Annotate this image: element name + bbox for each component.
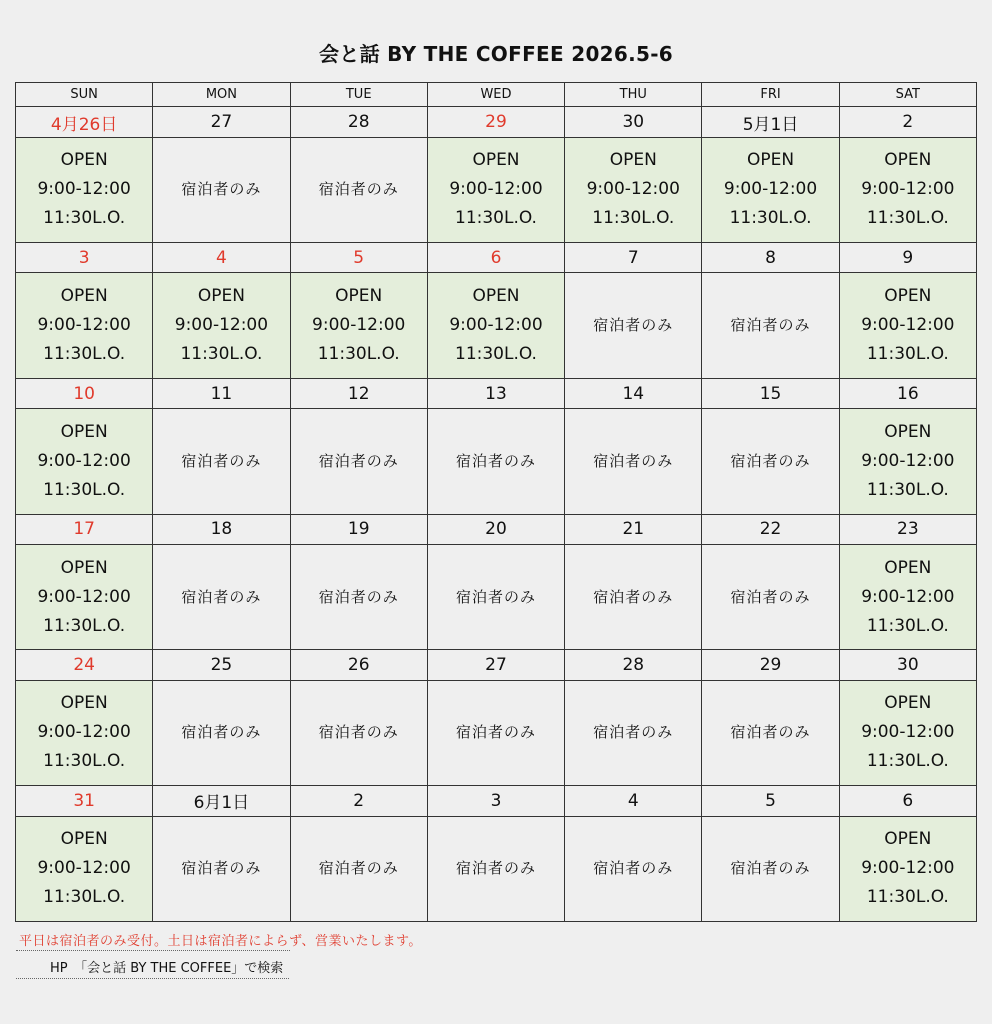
date-cell: 24 [16, 650, 153, 680]
guests-only-label: 宿泊者のみ [455, 587, 536, 606]
open-hours-cell [153, 273, 290, 378]
guests-only-cell [153, 137, 290, 242]
last-order-label: 11:30L.O. [866, 751, 949, 772]
date-cell: 29 [427, 107, 564, 137]
hours-label: 9:00-12:00 [37, 315, 131, 336]
date-cell: 6 [427, 243, 564, 273]
hours-label: 9:00-12:00 [449, 179, 543, 200]
guests-only-label: 宿泊者のみ [318, 587, 399, 606]
date-cell: 28 [565, 650, 702, 680]
date-cell: 21 [565, 514, 702, 544]
guests-only-label: 宿泊者のみ [318, 451, 399, 470]
open-label: OPEN [472, 150, 520, 171]
guests-only-label: 宿泊者のみ [730, 859, 811, 878]
open-hours-cell [16, 680, 153, 785]
last-order-label: 11:30L.O. [729, 208, 812, 229]
guests-only-label: 宿泊者のみ [730, 316, 811, 335]
last-order-label: 11:30L.O. [43, 208, 126, 229]
weekday-header: TUE [290, 83, 427, 107]
last-order-label: 11:30L.O. [592, 208, 675, 229]
weekday-header-row [16, 83, 977, 107]
date-cell: 7 [565, 243, 702, 273]
open-hours-cell [290, 273, 427, 378]
open-hours-cell [702, 137, 839, 242]
guests-only-cell [290, 545, 427, 650]
date-cell: 19 [290, 514, 427, 544]
open-hours-cell [427, 273, 564, 378]
guests-only-label: 宿泊者のみ [318, 180, 399, 199]
date-cell: 4 [565, 786, 702, 816]
last-order-label: 11:30L.O. [866, 208, 949, 229]
open-label: OPEN [60, 557, 108, 578]
guests-only-cell [702, 680, 839, 785]
last-order-label: 11:30L.O. [43, 887, 126, 908]
last-order-label: 11:30L.O. [866, 887, 949, 908]
date-row [16, 107, 977, 137]
hours-label: 9:00-12:00 [174, 315, 269, 336]
date-cell: 27 [153, 107, 290, 137]
date-cell: 12 [290, 378, 427, 408]
weekday-header: WED [427, 83, 564, 107]
hours-label: 9:00-12:00 [312, 315, 406, 336]
guests-only-label: 宿泊者のみ [593, 451, 674, 470]
date-cell: 13 [427, 378, 564, 408]
guests-only-label: 宿泊者のみ [593, 859, 674, 878]
date-cell: 27 [427, 650, 564, 680]
open-label: OPEN [884, 421, 932, 442]
guests-only-label: 宿泊者のみ [455, 451, 536, 470]
last-order-label: 11:30L.O. [317, 344, 400, 365]
date-cell: 5月1日 [702, 107, 839, 137]
date-cell: 22 [702, 514, 839, 544]
date-cell: 18 [153, 514, 290, 544]
guests-only-cell [290, 137, 427, 242]
date-row [16, 650, 977, 680]
open-label: OPEN [60, 150, 108, 171]
page-title: 会と話 BY THE COFFEE 2026.5-6 [318, 42, 674, 66]
guests-only-label: 宿泊者のみ [593, 587, 674, 606]
guests-only-label: 宿泊者のみ [593, 316, 674, 335]
open-hours-cell [839, 545, 976, 650]
guests-only-cell [565, 409, 702, 514]
guests-only-label: 宿泊者のみ [181, 859, 262, 878]
hours-label: 9:00-12:00 [586, 179, 680, 200]
open-label: OPEN [609, 150, 657, 171]
date-cell: 5 [290, 243, 427, 273]
last-order-label: 11:30L.O. [43, 479, 126, 500]
hp-search-text: HP 「会と話 BY THE COFFEE」で検索 [16, 957, 289, 979]
last-order-label: 11:30L.O. [866, 615, 949, 636]
hours-row [16, 816, 977, 921]
hours-label: 9:00-12:00 [861, 315, 955, 336]
open-label: OPEN [884, 150, 932, 171]
date-cell: 3 [427, 786, 564, 816]
date-cell: 6 [839, 786, 976, 816]
open-label: OPEN [197, 286, 245, 307]
open-hours-cell [427, 137, 564, 242]
date-cell: 16 [839, 378, 976, 408]
guests-only-cell [290, 816, 427, 921]
date-cell: 23 [839, 514, 976, 544]
hours-row [16, 137, 977, 242]
weekday-header: THU [565, 83, 702, 107]
date-cell: 5 [702, 786, 839, 816]
guests-only-label: 宿泊者のみ [181, 587, 262, 606]
date-cell: 6月1日 [153, 786, 290, 816]
guests-only-cell [427, 545, 564, 650]
last-order-label: 11:30L.O. [455, 208, 537, 229]
guests-only-label: 宿泊者のみ [318, 723, 399, 742]
guests-only-label: 宿泊者のみ [181, 180, 262, 199]
date-cell: 20 [427, 514, 564, 544]
guests-only-cell [565, 273, 702, 378]
last-order-label: 11:30L.O. [455, 344, 537, 365]
date-cell: 3 [16, 243, 153, 273]
date-row [16, 514, 977, 544]
open-label: OPEN [884, 693, 932, 714]
note-divider [16, 950, 290, 951]
date-cell: 26 [290, 650, 427, 680]
date-cell: 14 [565, 378, 702, 408]
guests-only-label: 宿泊者のみ [730, 451, 811, 470]
open-label: OPEN [60, 829, 108, 850]
weekday-header: SAT [839, 83, 976, 107]
hours-label: 9:00-12:00 [449, 315, 543, 336]
open-hours-cell [16, 137, 153, 242]
date-row [16, 786, 977, 816]
guests-only-label: 宿泊者のみ [455, 859, 536, 878]
open-label: OPEN [884, 557, 932, 578]
hours-label: 9:00-12:00 [723, 179, 818, 200]
hours-label: 9:00-12:00 [861, 586, 955, 607]
guests-only-cell [702, 273, 839, 378]
date-cell: 25 [153, 650, 290, 680]
date-cell: 2 [290, 786, 427, 816]
guests-only-cell [153, 409, 290, 514]
last-order-label: 11:30L.O. [43, 751, 126, 772]
guests-only-cell [565, 680, 702, 785]
hours-label: 9:00-12:00 [37, 450, 131, 471]
date-cell: 9 [839, 243, 976, 273]
hours-label: 9:00-12:00 [861, 858, 955, 879]
hours-row [16, 545, 977, 650]
date-cell: 17 [16, 514, 153, 544]
date-cell: 29 [702, 650, 839, 680]
open-label: OPEN [335, 286, 383, 307]
guests-only-cell [565, 816, 702, 921]
hours-label: 9:00-12:00 [37, 586, 131, 607]
guests-only-label: 宿泊者のみ [455, 723, 536, 742]
guests-only-label: 宿泊者のみ [730, 723, 811, 742]
guests-only-cell [702, 545, 839, 650]
date-cell: 28 [290, 107, 427, 137]
open-hours-cell [565, 137, 702, 242]
date-cell: 10 [16, 378, 153, 408]
guests-only-cell [290, 680, 427, 785]
weekday-header: MON [153, 83, 290, 107]
open-hours-cell [839, 273, 976, 378]
guests-only-cell [290, 409, 427, 514]
last-order-label: 11:30L.O. [43, 615, 126, 636]
last-order-label: 11:30L.O. [180, 344, 263, 365]
guests-only-cell [153, 816, 290, 921]
date-cell: 4 [153, 243, 290, 273]
hours-label: 9:00-12:00 [861, 179, 955, 200]
guests-only-label: 宿泊者のみ [181, 451, 262, 470]
open-label: OPEN [884, 286, 932, 307]
open-label: OPEN [472, 286, 520, 307]
date-row [16, 378, 977, 408]
hours-row [16, 680, 977, 785]
date-cell: 4月26日 [16, 107, 153, 137]
open-hours-cell [16, 409, 153, 514]
open-label: OPEN [60, 421, 108, 442]
open-label: OPEN [747, 150, 795, 171]
guests-only-label: 宿泊者のみ [181, 723, 262, 742]
open-hours-cell [839, 680, 976, 785]
date-cell: 30 [565, 107, 702, 137]
open-hours-cell [16, 545, 153, 650]
hours-label: 9:00-12:00 [37, 179, 131, 200]
last-order-label: 11:30L.O. [43, 344, 126, 365]
last-order-label: 11:30L.O. [866, 344, 949, 365]
open-hours-cell [839, 409, 976, 514]
date-cell: 30 [839, 650, 976, 680]
guests-only-cell [565, 545, 702, 650]
guests-only-label: 宿泊者のみ [730, 587, 811, 606]
guests-only-cell [427, 680, 564, 785]
date-cell: 11 [153, 378, 290, 408]
open-hours-cell [839, 816, 976, 921]
open-label: OPEN [60, 693, 108, 714]
weekday-header: FRI [702, 83, 839, 107]
hours-row [16, 273, 977, 378]
date-cell: 15 [702, 378, 839, 408]
guests-only-label: 宿泊者のみ [318, 859, 399, 878]
open-label: OPEN [60, 286, 108, 307]
hours-row [16, 409, 977, 514]
guests-only-cell [427, 816, 564, 921]
hours-label: 9:00-12:00 [37, 722, 131, 743]
guests-only-cell [702, 409, 839, 514]
guests-only-label: 宿泊者のみ [593, 723, 674, 742]
open-label: OPEN [884, 829, 932, 850]
hours-label: 9:00-12:00 [861, 722, 955, 743]
weekday-header: SUN [16, 83, 153, 107]
open-hours-cell [16, 273, 153, 378]
open-hours-cell [16, 816, 153, 921]
date-cell: 31 [16, 786, 153, 816]
last-order-label: 11:30L.O. [866, 479, 949, 500]
date-cell: 2 [839, 107, 976, 137]
date-cell: 8 [702, 243, 839, 273]
guests-only-cell [427, 409, 564, 514]
open-hours-cell [839, 137, 976, 242]
calendar-table [15, 82, 977, 922]
guests-only-cell [153, 680, 290, 785]
hours-label: 9:00-12:00 [37, 858, 131, 879]
hours-label: 9:00-12:00 [861, 450, 955, 471]
guests-only-cell [702, 816, 839, 921]
hours-note: 平日は宿泊者のみ受付。土日は宿泊者によらず、営業いたします。 [19, 934, 422, 949]
date-row [16, 243, 977, 273]
guests-only-cell [153, 545, 290, 650]
